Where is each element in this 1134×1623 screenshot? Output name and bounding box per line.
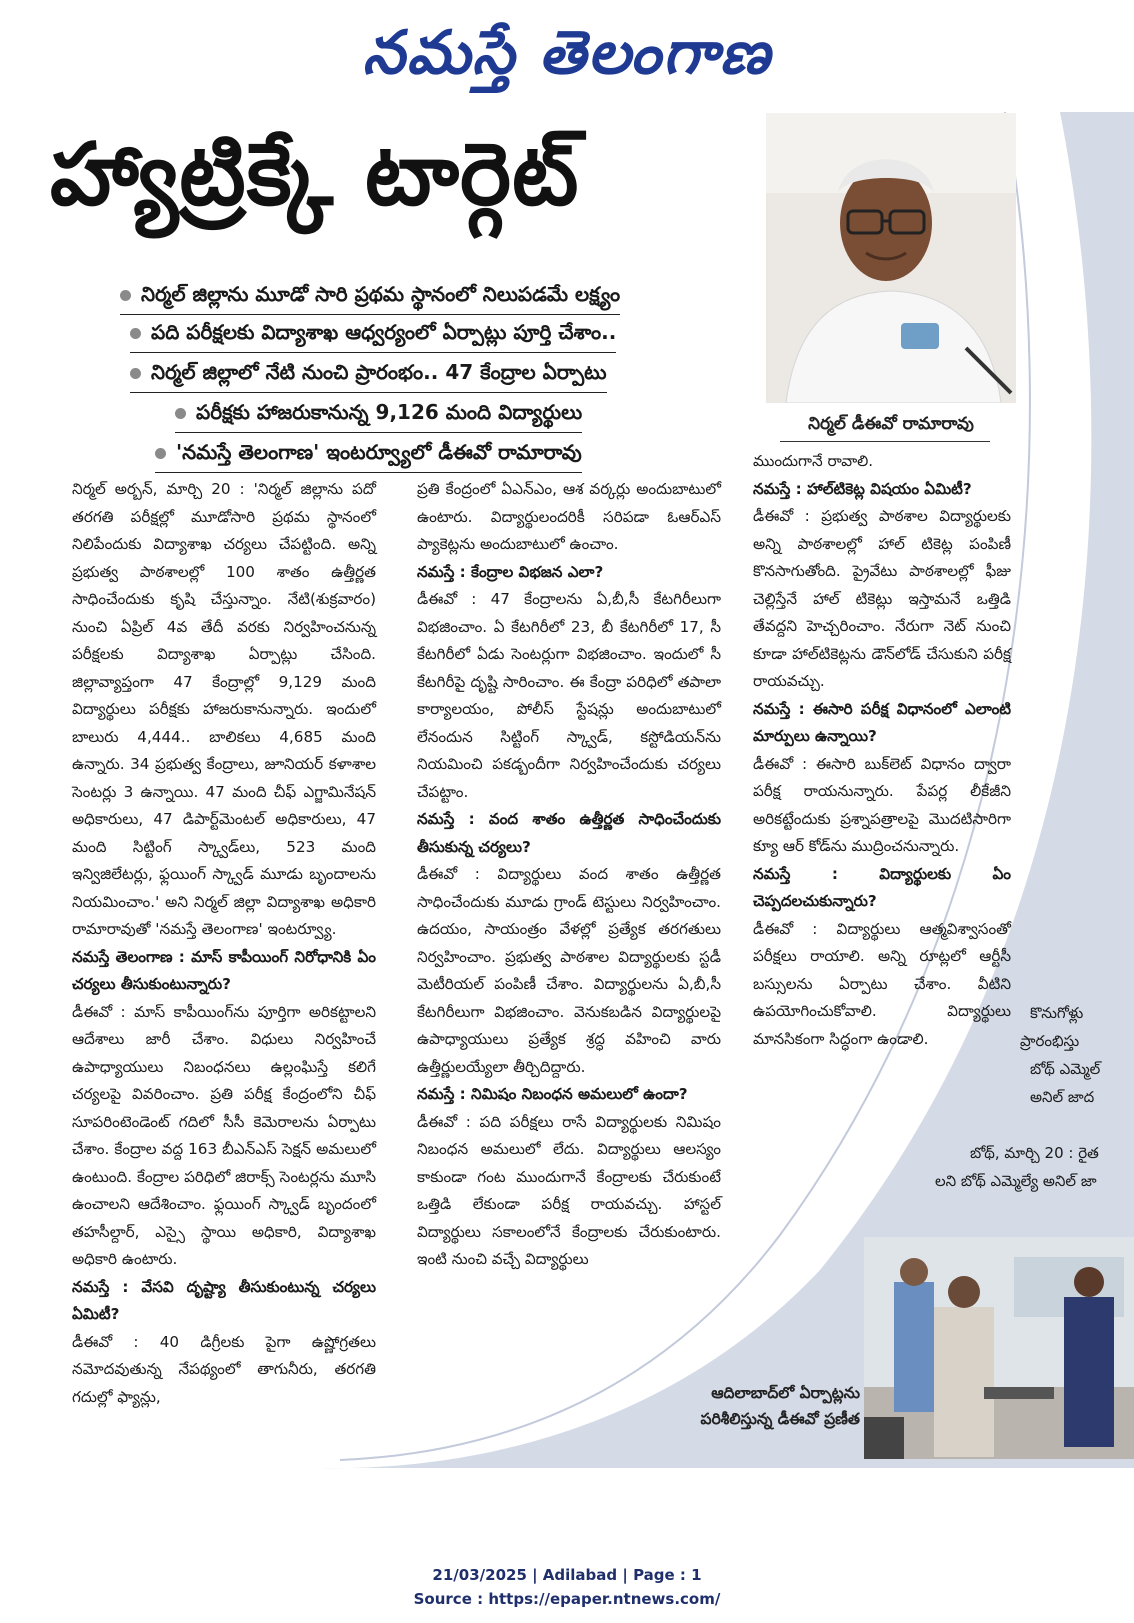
question: నమస్తే : హాల్‌టికెట్ల విషయం ఏమిటీ? — [753, 479, 972, 498]
answer: డీఈవో : విద్యార్థులు వంద శాతం ఉత్తీర్ణత సాధించేందుకు మూడు గ్రాండ్ టెస్టులు నిర్వహించాం. ఉదయం, సాయంత్రం వేళల్లో ప్రత్యేక తరగతులు నిర్వహించాం. ప్రభుత్వ పాఠశాల విద్యార్థులకు స్టడీ మెటీరియల్ పంపిణీ చేశాం. విద్యార్థులను ఏ,బీ,సీ కేటగిరీలుగా విభజించాం. వెనుకబడిన విద్యార్థులపై ఉపాధ్యాయులు ప్రత్యేక శ్రద్ధ వహించి వారు ఉత్తీర్ణులయ్యేలా తీర్చిదిద్దారు. — [417, 865, 721, 1076]
bullet-item: 'నమస్తే తెలంగాణ' ఇంటర్వ్యూలో డీఈవో రామారావు — [155, 440, 582, 473]
answer: డీఈవో : ప్రభుత్వ పాఠశాల విద్యార్థులకు అన్ని పాఠశాలల్లో హాల్ టికెట్ల పంపిణీ కొనసాగుతోంది. ప్రైవేటు పాఠశాలల్లో ఫీజు చెల్లిస్తేనే హాల్ టికెట్లు ఇస్తామనే ఒత్తిడి తేవద్దని హెచ్చరించాం. నేరుగా నెట్ నుంచి కూడా హాల్‌టికెట్లను డౌన్‌లోడ్ చేసుకుని పరీక్ష రాయవచ్చు. — [753, 507, 1011, 690]
caption-rule — [780, 441, 990, 442]
answer: డీఈవో : 40 డిగ్రీలకు పైగా ఉష్ణోగ్రతలు నమోదవుతున్న నేపథ్యంలో తాగునీరు, తరగతి గదుల్లో ఫ్యాన్లు, — [72, 1332, 376, 1406]
bullet-item: పరీక్షకు హాజరుకానున్న 9,126 మంది విద్యార్థులు — [175, 400, 582, 433]
answer: డీఈవో : మాస్ కాపీయింగ్‌ను పూర్తిగా అరికట్టాలని ఆదేశాలు జారీ చేశాం. విధులు నిర్వహించే ఉపాధ్యాయులు నిబంధనలు ఉల్లంఘిస్తే కలిగే చర్యలపై వివరించాం. ప్రతి పరీక్ష కేంద్రంలోని చీఫ్ సూపరింటెండెంట్ గదిలో సీసీ కెమెరాలను ఏర్పాటు చేశాం. కేంద్రాల వద్ద 163 బీఎన్ఎస్ సెక్షన్ అమలులో ఉంటుంది. కేంద్రాల పరిధిలో జిరాక్స్ సెంటర్లను మూసి ఉంచాలని ఆదేశించాం. ఫ్లయింగ్ స్క్వాడ్ బృందంలో తహసీల్దార్, ఎస్సై స్థాయి అధికారి, విద్యాశాఖ అధికారి ఉంటారు. — [72, 1002, 376, 1268]
side-article-snippet: కొనుగోళ్లు ప్రారంభిస్తు బోథ్ ఎమ్మెల్ అనిల్ జాద — [1020, 1004, 1101, 1106]
bullet-dot-icon — [120, 290, 131, 301]
inspection-photo — [864, 1237, 1134, 1459]
footer-source: Source : https://epaper.ntnews.com/ — [413, 1590, 721, 1608]
bullet-item: పది పరీక్షలకు విద్యాశాఖ ఆధ్వర్యంలో ఏర్పాట్లు పూర్తి చేశాం.. — [130, 320, 616, 353]
paragraph: నిర్మల్ అర్బన్, మార్చి 20 : 'నిర్మల్ జిల్లాను పదో తరగతి పరీక్షల్లో మూడోసారి ప్రథమ స్థానంలో నిలిపేందుకు విద్యాశాఖ చర్యలు చేపట్టింది. అన్ని ప్రభుత్వ పాఠశాలల్లో 100 శాతం ఉత్తీర్ణత సాధించేందుకు కృషి చేస్తున్నాం. నేటి(శుక్రవారం) నుంచి ఏప్రిల్ 4వ తేదీ వరకు నిర్వహించనున్న పరీక్షలకు విద్యాశాఖ ఏర్పాట్లు చేసింది. జిల్లావ్యాప్తంగా 47 కేంద్రాల్లో 9,129 మంది విద్యార్థులు పరీక్షకు హాజరుకానున్నారు. ఇందులో బాలురు 4,444.. బాలికలు 4,685 మంది ఉన్నారు. 34 ప్రభుత్వ కేంద్రాలు, జూనియర్ కళాశాల సెంటర్లు 3 ఉన్నాయి. 47 మంది చీఫ్ ఎగ్జామినేషన్ అధికారులు, 47 డిపార్ట్‌మెంటల్ అధికారులు, 47 మంది సిట్టింగ్ స్క్వాడ్‌లు, 523 మంది ఇన్విజిలేటర్లు, ఫ్లయింగ్ స్క్వాడ్ మూడు బృందాలను నియమించాం.' అని నిర్మల్ జిల్లా విద్యాశాఖ అధికారి రామారావుతో 'నమస్తే తెలంగాణ' ఇంటర్వ్యూ. — [72, 480, 376, 938]
question: నమస్తే : విద్యార్థులకు ఏం చెప్పదలచుకున్నారు? — [753, 864, 1011, 910]
question: నమస్తే : నిమిషం నిబంధన అమలులో ఉందా? — [417, 1085, 688, 1103]
bullet-item: నిర్మల్ జిల్లాలో నేటి నుంచి ప్రారంభం.. 47 కేంద్రాల ఏర్పాటు — [130, 360, 607, 393]
inspection-caption-line2: పరిశీలిస్తున్న డీఈవో ప్రణీత — [700, 1410, 860, 1428]
portrait-caption: నిర్మల్ డీఈవో రామారావు — [808, 414, 974, 434]
answer: ముందుగానే రావాలి. — [753, 452, 874, 470]
bullet-dot-icon — [130, 328, 141, 339]
answer: డీఈవో : విద్యార్థులు ఆత్మవిశ్వాసంతో పరీక్షలు రాయాలి. అన్ని రూట్లలో ఆర్టీసీ బస్సులను ఏర్పాటు చేశాం. వీటిని ఉపయోగించుకోవాలి. విద్యార్థులు మానసికంగా సిద్ధంగా ఉండాలి. — [753, 919, 1011, 1048]
article-column-2 — [417, 476, 721, 1274]
inspection-caption-line1: ఆదిలాబాద్‌లో ఏర్పాట్లను — [711, 1384, 860, 1402]
question: నమస్తే : వేసవి దృష్ట్యా తీసుకుంటున్న చర్యలు ఏమిటీ? — [72, 1277, 376, 1323]
article-column-3 — [753, 448, 1011, 1053]
answer: డీఈవో : 47 కేంద్రాలను ఏ,బీ,సీ కేటగిరీలుగా విభజించాం. ఏ కేటగిరీలో 23, బీ కేటగిరీలో 17, సీ కేటగిరీలో ఏడు సెంటర్లుగా విభజించాం. ఇందులో సీ కేటగిరీపై దృష్టి సారించాం. ఈ కేంద్రా పరిధిలో తపాలా కార్యాలయం, పోలీస్ స్టేషన్లు అందుబాటులో లేనందున సిట్టింగ్ స్క్వాడ్, కస్టోడియన్‌ను నియమించి పకడ్బందీగా నిర్వహించేందుకు చర్యలు చేపట్టాం. — [417, 590, 721, 801]
answer: డీఈవో : పది పరీక్షలు రాసే విద్యార్థులకు నిమిషం నిబంధన అమలులో లేదు. విద్యార్థులు ఆలస్యం కాకుండా గంట ముందుగానే కేంద్రాలకు చేరుకుంటే ఒత్తిడి లేకుండా పరీక్ష రాయవచ్చు. హాస్టల్ విద్యార్థులు సకాలంలోనే కేంద్రాలకు చేరుకుంటారు. ఇంటి నుంచి వచ్చే విద్యార్థులు — [417, 1112, 721, 1268]
side-article-bottom: బోథ్, మార్చి 20 : రైత లని బోథ్ ఎమ్మెల్యే అనిల్ జా — [935, 1144, 1099, 1190]
bullet-dot-icon — [155, 448, 166, 459]
bullet-dot-icon — [130, 368, 141, 379]
article-column-1 — [72, 476, 376, 1411]
footer-date-edition: 21/03/2025 | Adilabad | Page : 1 — [432, 1566, 702, 1584]
bullet-item: నిర్మల్ జిల్లాను మూడో సారి ప్రథమ స్థానంలో నిలుపడమే లక్ష్యం — [120, 282, 620, 315]
headline: హ్యాట్రిక్కే టార్గెట్ — [50, 125, 580, 225]
bullet-dot-icon — [175, 408, 186, 419]
question: నమస్తే : వంద శాతం ఉత్తీర్ణత సాధించేందుకు తీసుకున్న చర్యలు? — [417, 810, 721, 856]
question: నమస్తే : కేంద్రాల విభజన ఎలా? — [417, 562, 604, 581]
answer: డీఈవో : ఈసారి బుక్‌లెట్ విధానం ద్వారా పరీక్ష రాయనున్నారు. పేపర్ల లీకేజీని అరికట్టేందుకు ప్రశ్నాపత్రాలపై మొదటిసారిగా క్యూ ఆర్ కోడ్‌ను ముద్రించనున్నారు. — [753, 754, 1011, 855]
question: నమస్తే : ఈసారి పరీక్ష విధానంలో ఎలాంటి మార్పులు ఉన్నాయి? — [753, 699, 1011, 745]
question: నమస్తే తెలంగాణ : మాస్ కాపీయింగ్‌ నిరోధానికి ఏం చర్యలు తీసుకుంటున్నారు? — [72, 947, 376, 993]
masthead: నమస్తే తెలంగాణ — [362, 18, 772, 88]
answer: ప్రతి కేంద్రంలో ఏఎన్ఎం, ఆశ వర్కర్లు అందుబాటులో ఉంటారు. విద్యార్థులందరికీ సరిపడా ఓఆర్ఎస్ ప్యాకెట్లను అందుబాటులో ఉంచాం. — [417, 480, 721, 553]
portrait-photo — [766, 113, 1016, 403]
